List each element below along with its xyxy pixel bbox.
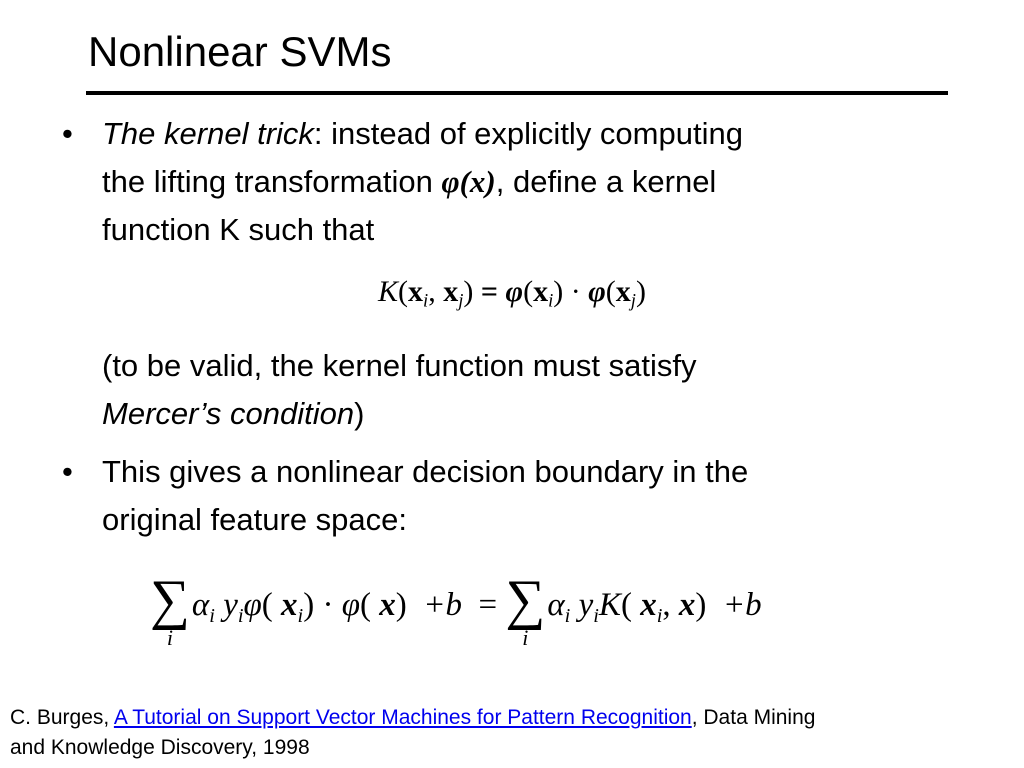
mercer-note: (to be valid, the kernel function must satisfy Mercer’s condition)	[102, 348, 697, 431]
mercer-note-text-a: (to be valid, the kernel function must satisfy	[102, 348, 697, 383]
equation-rhs: $\alpha_i$ $y_iK$( $x_i$, x) +b	[547, 587, 762, 628]
bullet-2-text	[102, 448, 972, 544]
bullet-1-text-c: , define a kernel	[495, 164, 717, 199]
title-underline	[86, 91, 948, 95]
bullet-1-text-d: function K such that	[102, 212, 375, 247]
decision-boundary-equation	[150, 569, 762, 651]
bullet-1-marker: •	[62, 116, 73, 151]
slide-title: Nonlinear SVMs	[88, 28, 392, 75]
equation-lhs: $\alpha_i$ $y_i\varphi$( $x_i) \cdot \varphi$( x) +b =	[191, 587, 498, 628]
eq1-xj: x	[443, 275, 459, 308]
eq1-phi-2: φ	[588, 275, 606, 308]
citation-journal-a: , Data Mining	[691, 706, 816, 729]
eq1-phi-1: φ	[505, 275, 524, 308]
bullet-2-text-a: This gives a nonlinear decision boundary in the	[102, 454, 749, 489]
eq1-K: K	[378, 275, 399, 308]
eq1-xi: x	[408, 275, 424, 308]
bullet-1-text	[102, 110, 972, 254]
summation-left: ∑ i	[150, 569, 190, 650]
kernel-definition-equation: $K(x_i$, $x_j) = \varphi(x_i) \cdot \varphi(x_j)$	[378, 275, 646, 312]
citation-journal-b: and Knowledge Discovery, 1998	[10, 736, 310, 759]
bullet-2-marker: •	[62, 454, 73, 489]
bullet-1-text-a: : instead of explicitly computing	[313, 116, 743, 151]
mercer-condition-term: Mercer’s condition	[102, 396, 355, 431]
citation-author: C. Burges,	[10, 706, 114, 729]
svm-tutorial-link[interactable]: A Tutorial on Support Vector Machines for Pattern Recognition	[113, 706, 692, 729]
phi-x-symbol: φ(x)	[441, 164, 496, 199]
bullet-2-text-b: original feature space:	[102, 502, 408, 537]
citation-footer	[10, 703, 1010, 763]
summation-right: ∑ i	[505, 569, 546, 650]
bullet-1-text-b: the lifting transformation	[102, 164, 433, 199]
kernel-trick-term: The kernel trick	[102, 116, 314, 151]
